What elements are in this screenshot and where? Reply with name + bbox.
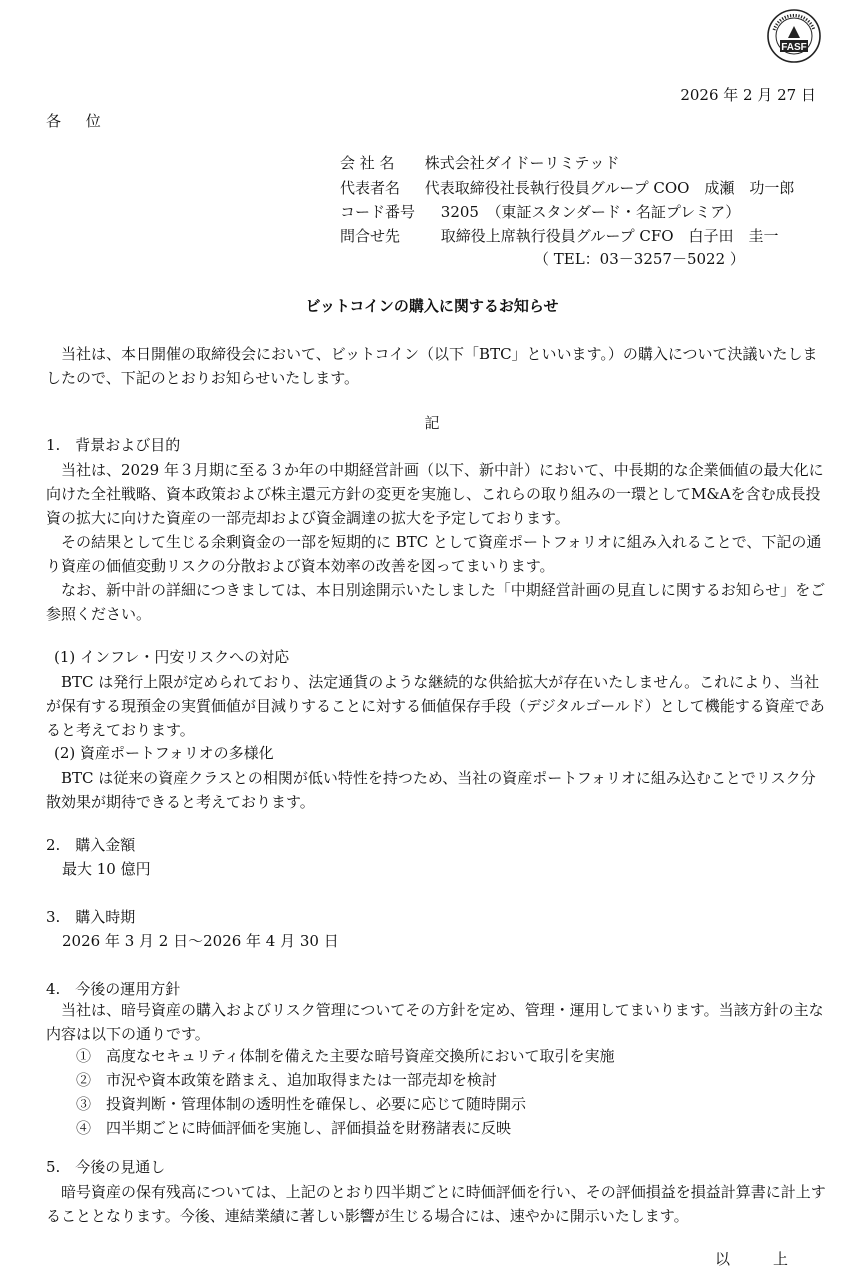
section-5-heading: 5. 今後の見通し	[46, 1158, 166, 1176]
closing-mark: 以 上	[714, 1250, 802, 1268]
section-2-heading: 2. 購入金額	[46, 836, 136, 854]
representative-row	[340, 177, 794, 198]
info-label: 代表者名	[340, 179, 401, 197]
contact-tel: （ TEL：03－3257－5022 ）	[534, 250, 745, 268]
subsection-2-text: BTC は従来の資産クラスとの相関が低い特性を持つため、当社の資産ポートフォリオに組み込むことでリスク分散効果が期待できると考えております。	[46, 769, 816, 811]
policy-item: ④ 四半期ごとに時価評価を実施し、評価損益を財務諸表に反映	[76, 1119, 512, 1137]
info-value: 3205 （東証スタンダード・名証プレミア）	[440, 203, 741, 221]
fasf-seal-icon	[766, 8, 822, 64]
code-row	[340, 201, 740, 222]
policy-item: ② 市況や資本政策を踏まえ、追加取得または一部売却を検討	[76, 1071, 497, 1089]
info-label: 会 社 名	[340, 154, 395, 172]
info-label: コード番号	[340, 203, 416, 221]
subsection-1-heading: (1) インフレ・円安リスクへの対応	[54, 648, 290, 666]
document-title: ビットコインの購入に関するお知らせ	[305, 297, 559, 315]
info-label: 問合せ先	[340, 227, 401, 245]
document-date: 2026 年 2 月 27 日	[680, 86, 816, 104]
info-value: 代表取締役社長執行役員グループ COO 成瀬 功一郎	[424, 179, 795, 197]
info-value: 取締役上席執行役員グループ CFO 白子田 圭一	[440, 227, 779, 245]
section-3-heading: 3. 購入時期	[46, 908, 136, 926]
subsection-1-text: BTC は発行上限が定められており、法定通貨のような継続的な供給拡大が存在いたしません。これにより、当社が保有する現預金の実質価値が目減りすることに対する価値保存手段（デジタルゴールド）として機能する資産であると考えております。	[46, 673, 825, 739]
contact-row	[340, 225, 779, 246]
purchase-period: 2026 年 3 月 2 日～2026 年 4 月 30 日	[62, 932, 339, 950]
intro-paragraph: 当社は、本日開催の取締役会において、ビットコイン（以下「BTC」といいます。）の購入について決議いたしましたので、下記のとおりお知らせいたします。	[46, 345, 818, 387]
section-1-paragraph-1: 当社は、2029 年３月期に至る３か年の中期経営計画（以下、新中計）において、中長期的な企業価値の最大化に向けた全社戦略、資本政策および株主還元方針の変更を実施し、これらの取り組みの一環としてM&Aを含む成長投資の拡大に向けた資産の一部売却および資金調達の拡大を予定しております。	[46, 461, 824, 527]
policy-item: ① 高度なセキュリティ体制を備えた主要な暗号資産交換所において取引を実施	[76, 1047, 615, 1065]
section-1-paragraph-2: その結果として生じる余剰資金の一部を短期的に BTC として資産ポートフォリオに組み入れることで、下記の通り資産の価値変動リスクの分散および資本効率の改善を図ってまいります。	[46, 533, 822, 575]
subsection-2-heading: (2) 資産ポートフォリオの多様化	[54, 744, 274, 762]
section-5-text: 暗号資産の保有残高については、上記のとおり四半期ごとに時価評価を行い、その評価損益を損益計算書に計上することとなります。今後、連結業績に著しい影響が生じる場合には、速やかに開示いたします。	[46, 1183, 826, 1225]
ki-marker: 記	[424, 414, 440, 432]
addressee: 各 位	[46, 112, 111, 130]
section-1-heading: 1. 背景および目的	[46, 436, 181, 454]
fasf-emblem-text: FASF	[781, 42, 807, 53]
purchase-amount: 最大 10 億円	[62, 860, 151, 878]
info-value: 株式会社ダイドーリミテッド	[424, 154, 620, 172]
section-4-heading: 4. 今後の運用方針	[46, 980, 181, 998]
policy-item: ③ 投資判断・管理体制の透明性を確保し、必要に応じて随時開示	[76, 1095, 527, 1113]
section-4-text: 当社は、暗号資産の購入およびリスク管理についてその方針を定め、管理・運用してまいります。当該方針の主な内容は以下の通りです。	[46, 1001, 824, 1043]
section-1-paragraph-3: なお、新中計の詳細につきましては、本日別途開示いたしました「中期経営計画の見直しに関するお知らせ」をご参照ください。	[46, 581, 826, 623]
company-name-row	[340, 152, 619, 173]
